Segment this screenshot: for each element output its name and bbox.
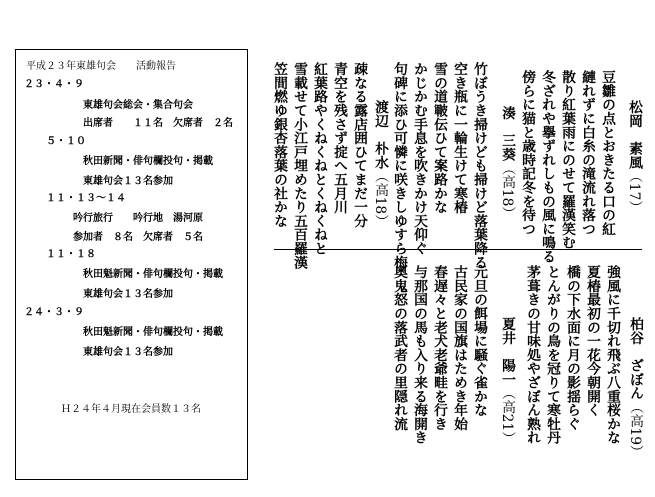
author-kashiwaya xyxy=(625,317,645,459)
author-suffix: （高18） xyxy=(372,169,388,228)
report-line: ５・１０ xyxy=(46,136,86,147)
haiku-line: 句碑に添ひ可憐に咲きしゆすら梅 xyxy=(391,62,407,269)
haiku-line: 橋の下水面に月の影揺らぐ xyxy=(564,265,580,431)
report-line: 吟行旅行 吟行地 湯河原 xyxy=(73,213,203,224)
haiku-line: 傍らに猫と歳時記冬を待つ xyxy=(519,70,535,236)
haiku-line: 竹ぼうき掃けども掃けど落葉降る xyxy=(471,62,487,269)
report-line: 東雄句会総会・集合句会 xyxy=(83,100,193,111)
haiku-line: 笠間燃ゆ銀杏落葉の社かな xyxy=(271,62,287,228)
report-line: ２４・３・９ xyxy=(24,307,84,318)
haiku-line: 夏椿最初の一花今朝開く xyxy=(584,265,600,417)
haiku-line: 冬ざれや擧ずれしもの風に鳴る xyxy=(539,70,555,264)
report-line: 東雄句会１３名参加 xyxy=(83,347,173,358)
report-line: １１・１８ xyxy=(46,249,96,260)
haiku-line: かじかむ手息を吹きかけ天仰ぐ xyxy=(411,62,427,256)
activity-report-box xyxy=(15,49,248,480)
haiku-line: 与那国の馬も入り来る海開き xyxy=(411,265,427,445)
haiku-line: 紅葉路やくねくねとくねくねと xyxy=(311,62,327,256)
author-natsui xyxy=(497,317,517,445)
author-name: 柏谷 ざぼん xyxy=(627,317,643,400)
haiku-line: 雪の道皸伝ひて案路かな xyxy=(431,62,447,214)
report-line: １１・１３〜１４ xyxy=(46,193,126,204)
author-suffix: （17） xyxy=(626,169,642,215)
haiku-line: 元旦の餌場に騒ぐ雀かな xyxy=(471,265,487,417)
author-name: 夏井 陽一 xyxy=(499,317,515,386)
report-line: 東雄句会１３名参加 xyxy=(83,176,173,187)
section-divider xyxy=(274,249,642,250)
author-suffix: （高18） xyxy=(499,161,515,221)
author-name: 松岡 素風 xyxy=(626,100,642,169)
report-line: 秋田魁新聞・俳句欄投句・掲載 xyxy=(83,269,223,280)
haiku-line: 空き瓶に一輪生けて寒椿 xyxy=(451,62,467,214)
haiku-line: 強風に千切れ飛ぶ八重桜かな xyxy=(604,265,620,445)
haiku-line: 雪載せて小江戸埋めたり五百羅漢 xyxy=(291,62,307,269)
author-name: 渡辺 朴水 xyxy=(372,100,388,169)
report-line: 秋田魁新聞・俳句欄投句・掲載 xyxy=(83,327,223,338)
haiku-line: 青空を残さず掟へ五月川 xyxy=(331,62,347,214)
report-line: ２３・４・９ xyxy=(24,79,84,90)
report-line: 参加者 ８名 欠席者 ５名 xyxy=(73,232,203,243)
haiku-line: 奥鬼怒の落武者の里隠れ流 xyxy=(391,265,407,431)
author-watanabe xyxy=(370,100,390,228)
report-footer: Ｈ２４年４月現在会員数１３名 xyxy=(61,404,201,415)
haiku-line: 豆雛の点とおきたる口の紅 xyxy=(599,70,615,236)
haiku-line: 茅葺きの甘味処やざぼん熟れ xyxy=(524,265,540,445)
report-line: 秋田新聞・俳句欄投句・掲載 xyxy=(83,156,213,167)
haiku-line: 散り紅葉雨にのせて羅漢笑む xyxy=(559,70,575,250)
report-title: 平成２３年東雄句会 活動報告 xyxy=(26,61,176,72)
author-suffix: （高21） xyxy=(499,386,515,445)
haiku-line: 縺れずに白糸の滝流れ落つ xyxy=(579,70,595,236)
haiku-line: 疎なる露店囲ひてまだ一分 xyxy=(351,62,367,228)
report-line: 出席者 １１名 欠席者 ２名 xyxy=(83,118,233,129)
report-line: 東雄句会１３名参加 xyxy=(83,289,173,300)
author-suffix: （高19） xyxy=(627,399,643,459)
author-name: 湊 三葵 xyxy=(499,106,515,162)
haiku-line: 春遅々と老犬老爺畦を行き xyxy=(431,265,447,431)
author-matsuoka xyxy=(624,100,644,214)
haiku-line: とんがりの鳥を冠りて寒牡丹 xyxy=(544,265,560,445)
author-minato xyxy=(497,106,517,220)
haiku-line: 古民家の国旗はためき年始 xyxy=(451,265,467,431)
